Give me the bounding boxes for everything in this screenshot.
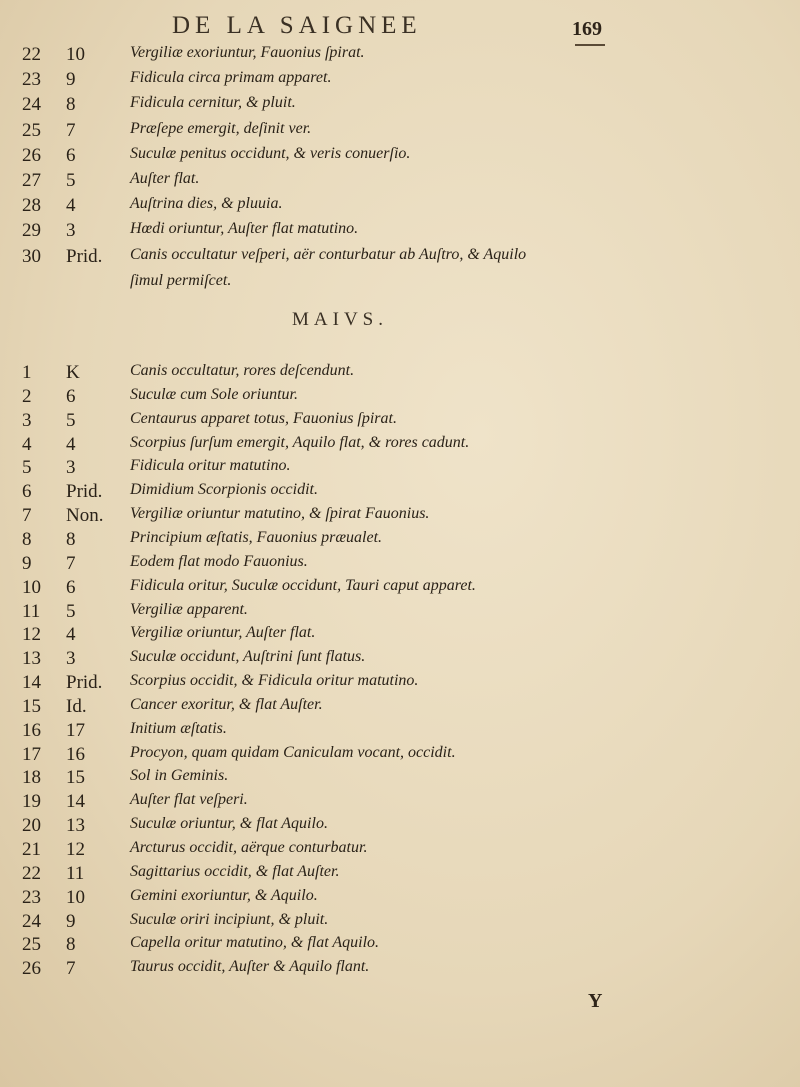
roman-count: 8 xyxy=(66,528,76,550)
roman-count: Prid. xyxy=(66,245,103,267)
day-number: 16 xyxy=(22,719,41,741)
entry-text: Suculæ cum Sole oriuntur. xyxy=(130,385,298,403)
day-number: 26 xyxy=(22,958,41,980)
roman-count: 17 xyxy=(66,719,85,741)
entry-text: Taurus occidit, Auſter & Aquilo flant. xyxy=(130,958,370,976)
entry-text: Capella oritur matutino, & flat Aquilo. xyxy=(130,934,380,952)
entry-text: Suculæ oriri incipiunt, & pluit. xyxy=(130,910,329,928)
day-number: 19 xyxy=(22,791,41,813)
entry-text: Suculæ oriuntur, & flat Aquilo. xyxy=(130,815,328,833)
roman-count: 16 xyxy=(66,743,85,765)
roman-count: K xyxy=(66,362,80,383)
roman-count: 10 xyxy=(66,44,85,65)
running-header: DE LA SAIGNEE xyxy=(172,12,422,39)
page-number-rule xyxy=(575,44,605,46)
day-number: 3 xyxy=(22,409,32,431)
signature-mark: Y xyxy=(588,990,603,1012)
roman-count: 5 xyxy=(66,409,76,431)
entry-text: Scorpius occidit, & Fidicula oritur matutino. xyxy=(130,672,419,690)
entry-text: Fidicula cernitur, & pluit. xyxy=(130,94,296,112)
roman-count: 7 xyxy=(66,119,76,141)
entry-text: Suculæ occidunt, Auſtrini ſunt flatus. xyxy=(130,648,366,666)
entry-text: Præſepe emergit, deſinit ver. xyxy=(130,119,312,137)
day-number: 24 xyxy=(22,910,41,932)
day-number: 7 xyxy=(22,505,32,527)
page-number: 169 xyxy=(572,18,602,40)
day-number: 25 xyxy=(22,119,41,141)
day-number: 15 xyxy=(22,695,41,717)
roman-count: 5 xyxy=(66,170,76,191)
entry-text: Sol in Geminis. xyxy=(130,767,229,785)
day-number: 22 xyxy=(22,862,41,884)
day-number: 25 xyxy=(22,934,41,956)
entry-text: Eodem flat modo Fauonius. xyxy=(130,552,308,570)
roman-count: 8 xyxy=(66,934,76,956)
day-number: 23 xyxy=(22,886,41,908)
roman-count: Prid. xyxy=(66,672,103,694)
day-number: 8 xyxy=(22,528,32,550)
roman-count: Prid. xyxy=(66,481,103,503)
roman-count: 5 xyxy=(66,600,76,622)
day-number: 29 xyxy=(22,220,41,242)
entry-text: Cancer exoritur, & flat Auſter. xyxy=(130,695,323,713)
day-number: 6 xyxy=(22,481,32,503)
april-continuation: ſimul permiſcet. xyxy=(130,272,232,289)
day-number: 13 xyxy=(22,648,41,670)
entry-text: Auſter flat. xyxy=(130,170,200,187)
roman-count: 4 xyxy=(66,624,76,646)
entry-text: Auſtrina dies, & pluuia. xyxy=(130,195,283,213)
entry-text: Hœdi oriuntur, Auſter flat matutino. xyxy=(130,220,359,238)
roman-count: 14 xyxy=(66,791,85,813)
entry-text: Sagittarius occidit, & flat Auſter. xyxy=(130,862,340,880)
roman-count: 3 xyxy=(66,457,76,479)
month-title: MAIVS. xyxy=(292,309,388,330)
day-number: 20 xyxy=(22,815,41,837)
entry-text: Gemini exoriuntur, & Aquilo. xyxy=(130,886,318,904)
day-number: 23 xyxy=(22,69,41,91)
day-number: 1 xyxy=(22,362,32,383)
day-number: 12 xyxy=(22,624,41,646)
day-number: 4 xyxy=(22,433,32,455)
roman-count: 6 xyxy=(66,144,76,166)
entry-text: Arcturus occidit, aërque conturbatur. xyxy=(130,839,368,856)
entry-text: Dimidium Scorpionis occidit. xyxy=(130,481,318,499)
roman-count: 15 xyxy=(66,767,85,789)
roman-count: 11 xyxy=(66,862,85,884)
entry-text: Initium æſtatis. xyxy=(130,719,227,737)
roman-count: Id. xyxy=(66,695,87,717)
day-number: 14 xyxy=(22,672,41,694)
roman-count: 6 xyxy=(66,576,76,598)
roman-count: 7 xyxy=(66,958,76,980)
roman-count: 4 xyxy=(66,433,76,455)
roman-count: 6 xyxy=(66,385,76,407)
roman-count: 4 xyxy=(66,195,76,217)
entry-text: Canis occultatur veſperi, aër conturbatur ab Auſtro, & Aquilo xyxy=(130,245,527,263)
roman-count: 9 xyxy=(66,69,76,91)
day-number: 17 xyxy=(22,743,41,765)
roman-count: Non. xyxy=(66,505,104,527)
day-number: 28 xyxy=(22,195,41,217)
day-number: 9 xyxy=(22,552,32,574)
entry-text: Canis occultatur, rores deſcendunt. xyxy=(130,362,355,379)
roman-count: 3 xyxy=(66,220,76,242)
entry-text: Fidicula circa primam apparet. xyxy=(130,69,332,87)
day-number: 5 xyxy=(22,457,32,479)
entry-text: Vergiliæ apparent. xyxy=(130,600,248,618)
roman-count: 10 xyxy=(66,886,85,908)
entry-text: Vergiliæ oriuntur matutino, & ſpirat Fauonius. xyxy=(130,505,430,523)
day-number: 22 xyxy=(22,44,41,65)
day-number: 24 xyxy=(22,94,41,116)
day-number: 26 xyxy=(22,144,41,166)
day-number: 2 xyxy=(22,385,32,407)
entry-text: Fidicula oritur matutino. xyxy=(130,457,291,475)
entry-text: Vergiliæ oriuntur, Auſter flat. xyxy=(130,624,316,642)
day-number: 11 xyxy=(22,600,41,622)
entry-text: Auſter flat veſperi. xyxy=(130,791,248,809)
day-number: 18 xyxy=(22,767,41,789)
roman-count: 9 xyxy=(66,910,76,932)
entry-text: Suculæ penitus occidunt, & veris conuerſio. xyxy=(130,144,411,162)
entry-text: Fidicula oritur, Suculæ occidunt, Tauri caput apparet. xyxy=(130,576,476,594)
entry-text: Vergiliæ exoriuntur, Fauonius ſpirat. xyxy=(130,44,365,61)
roman-count: 3 xyxy=(66,648,76,670)
roman-count: 13 xyxy=(66,815,85,837)
day-number: 10 xyxy=(22,576,41,598)
entry-text: Principium æſtatis, Fauonius præualet. xyxy=(130,528,383,546)
day-number: 21 xyxy=(22,839,41,860)
roman-count: 8 xyxy=(66,94,76,116)
day-number: 30 xyxy=(22,245,41,267)
entry-text: Centaurus apparet totus, Fauonius ſpirat. xyxy=(130,409,397,427)
entry-text: Procyon, quam quidam Caniculam vocant, occidit. xyxy=(130,743,456,761)
entry-text: Scorpius ſurſum emergit, Aquilo flat, & rores cadunt. xyxy=(130,433,470,451)
roman-count: 7 xyxy=(66,552,76,574)
day-number: 27 xyxy=(22,170,41,191)
roman-count: 12 xyxy=(66,839,85,860)
